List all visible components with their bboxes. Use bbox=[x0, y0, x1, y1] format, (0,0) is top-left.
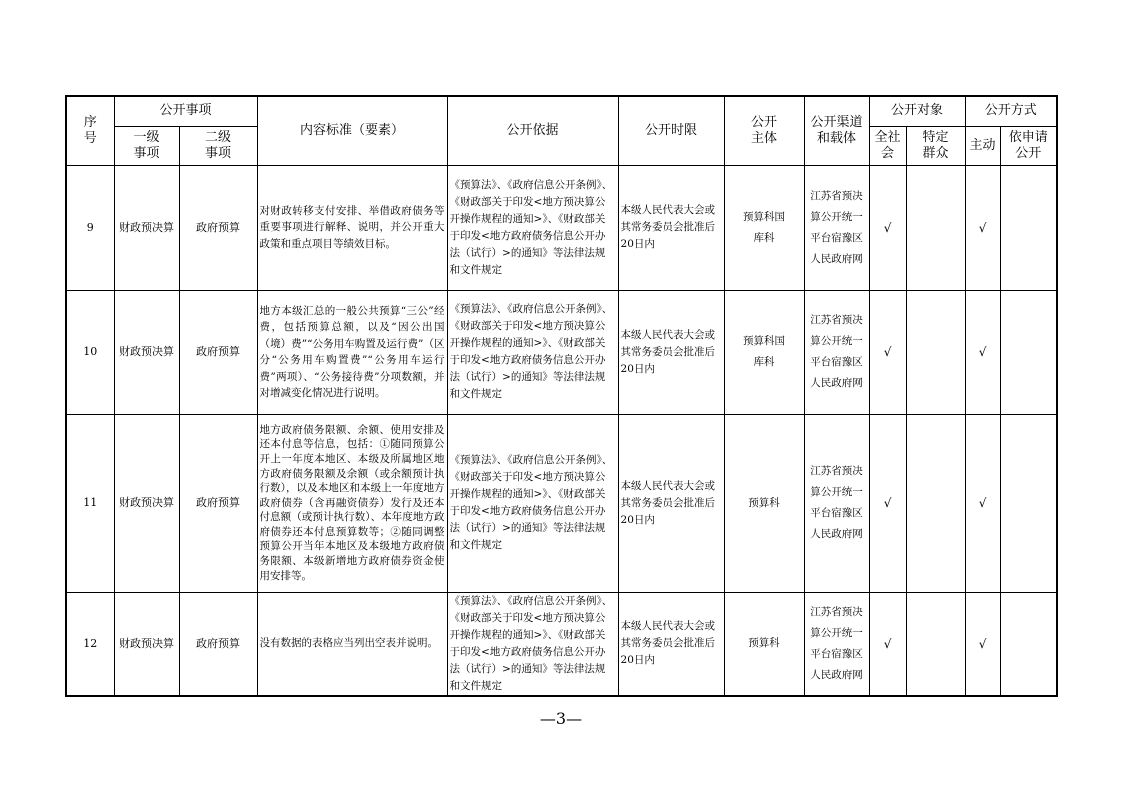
header-method-active: 主动 bbox=[965, 126, 1000, 165]
row-level1: 财政预决算 bbox=[114, 165, 179, 290]
row-method-request-check bbox=[1000, 165, 1057, 290]
table-row bbox=[66, 290, 1057, 414]
row-content: 没有数据的表格应当列出空表并说明。 bbox=[257, 592, 447, 696]
row-method-active-check: √ bbox=[965, 592, 1000, 696]
header-items-group: 公开事项 bbox=[114, 96, 257, 126]
row-method-active-check: √ bbox=[965, 414, 1000, 592]
header-time: 公开时限 bbox=[618, 96, 724, 165]
table-row bbox=[66, 592, 1057, 696]
row-time: 本级人民代表大会或其常务委员会批准后20日内 bbox=[618, 290, 724, 414]
row-channel: 江苏省预决算公开统一平台宿豫区人民政府网 bbox=[804, 165, 869, 290]
header-channel: 公开渠道和载体 bbox=[804, 96, 869, 165]
row-level1: 财政预决算 bbox=[114, 290, 179, 414]
row-level2: 政府预算 bbox=[179, 165, 257, 290]
row-content: 地方本级汇总的一般公共预算“三公”经费，包括预算总额，以及“因公出国（境）费”“公务用车购置及运行费”（区分“公务用车购置费”“公务用车运行费”两项）、“公务接待费”分项数额，并对增减变化情况进行说明。 bbox=[257, 290, 447, 414]
table-row bbox=[66, 165, 1057, 290]
row-subject: 预算科 bbox=[724, 592, 804, 696]
header-target-group: 公开对象 bbox=[869, 96, 965, 126]
header-method-group: 公开方式 bbox=[965, 96, 1057, 126]
row-level1: 财政预决算 bbox=[114, 414, 179, 592]
row-level2: 政府预算 bbox=[179, 290, 257, 414]
row-seq: 9 bbox=[66, 165, 114, 290]
row-target-all-check: √ bbox=[869, 290, 906, 414]
row-method-active-check: √ bbox=[965, 290, 1000, 414]
row-target-all-check: √ bbox=[869, 592, 906, 696]
header-level1: 一级事项 bbox=[114, 126, 179, 165]
row-time: 本级人民代表大会或其常务委员会批准后20日内 bbox=[618, 165, 724, 290]
row-subject: 预算科国库科 bbox=[724, 290, 804, 414]
header-subject: 公开主体 bbox=[724, 96, 804, 165]
table-row bbox=[66, 414, 1057, 592]
row-seq: 12 bbox=[66, 592, 114, 696]
row-subject: 预算科国库科 bbox=[724, 165, 804, 290]
header-basis: 公开依据 bbox=[447, 96, 618, 165]
row-method-request-check bbox=[1000, 414, 1057, 592]
row-channel: 江苏省预决算公开统一平台宿豫区人民政府网 bbox=[804, 290, 869, 414]
row-level2: 政府预算 bbox=[179, 414, 257, 592]
row-subject: 预算科 bbox=[724, 414, 804, 592]
header-target-specific: 特定群众 bbox=[906, 126, 965, 165]
row-channel: 江苏省预决算公开统一平台宿豫区人民政府网 bbox=[804, 414, 869, 592]
row-level1: 财政预决算 bbox=[114, 592, 179, 696]
header-level2: 二级事项 bbox=[179, 126, 257, 165]
row-target-specific-check bbox=[906, 592, 965, 696]
row-basis: 《预算法》、《政府信息公开条例》、《财政部关于印发<地方预决算公开操作规程的通知>》、《财政部关于印发<地方政府债务信息公开办法（试行）>的通知》等法律法规和文件规定 bbox=[447, 290, 618, 414]
row-seq: 10 bbox=[66, 290, 114, 414]
row-basis: 《预算法》、《政府信息公开条例》、《财政部关于印发<地方预决算公开操作规程的通知>》、《财政部关于印发<地方政府债务信息公开办法（试行）>的通知》等法律法规和文件规定 bbox=[447, 165, 618, 290]
row-target-specific-check bbox=[906, 414, 965, 592]
row-method-active-check: √ bbox=[965, 165, 1000, 290]
header-target-all: 全社会 bbox=[869, 126, 906, 165]
row-content: 地方政府债务限额、余额、使用安排及还本付息等信息，包括：①随同预算公开上一年度本地区、本级及所属地区地方政府债务限额及余额（或余额预计执行数），以及本地区和本级上一年度地方政府债券（含再融资债券）发行及还本付息额（或预计执行数）、本年度地方政府债券还本付息预算数等；②随同调整预算公开当年本地区及本级地方政府债务限额、本级新增地方政府债券资金使用安排等。 bbox=[257, 414, 447, 592]
row-time: 本级人民代表大会或其常务委员会批准后20日内 bbox=[618, 414, 724, 592]
header-seq: 序号 bbox=[66, 96, 114, 165]
row-seq: 11 bbox=[66, 414, 114, 592]
row-target-specific-check bbox=[906, 165, 965, 290]
row-basis: 《预算法》、《政府信息公开条例》、《财政部关于印发<地方预决算公开操作规程的通知>》、《财政部关于印发<地方政府债务信息公开办法（试行）>的通知》等法律法规和文件规定 bbox=[447, 592, 618, 696]
row-target-all-check: √ bbox=[869, 165, 906, 290]
row-channel: 江苏省预决算公开统一平台宿豫区人民政府网 bbox=[804, 592, 869, 696]
row-basis: 《预算法》、《政府信息公开条例》、《财政部关于印发<地方预决算公开操作规程的通知>》、《财政部关于印发<地方政府债务信息公开办法（试行）>的通知》等法律法规和文件规定 bbox=[447, 414, 618, 592]
row-time: 本级人民代表大会或其常务委员会批准后20日内 bbox=[618, 592, 724, 696]
row-method-request-check bbox=[1000, 592, 1057, 696]
header-content: 内容标准（要素） bbox=[257, 96, 447, 165]
row-method-request-check bbox=[1000, 290, 1057, 414]
disclosure-table bbox=[65, 95, 1058, 697]
row-target-specific-check bbox=[906, 290, 965, 414]
row-target-all-check: √ bbox=[869, 414, 906, 592]
page-number: —3— bbox=[539, 709, 583, 728]
row-level2: 政府预算 bbox=[179, 592, 257, 696]
row-content: 对财政转移支付安排、举借政府债务等重要事项进行解释、说明，并公开重大政策和重点项目等绩效目标。 bbox=[257, 165, 447, 290]
header-method-request: 依申请公开 bbox=[1000, 126, 1057, 165]
